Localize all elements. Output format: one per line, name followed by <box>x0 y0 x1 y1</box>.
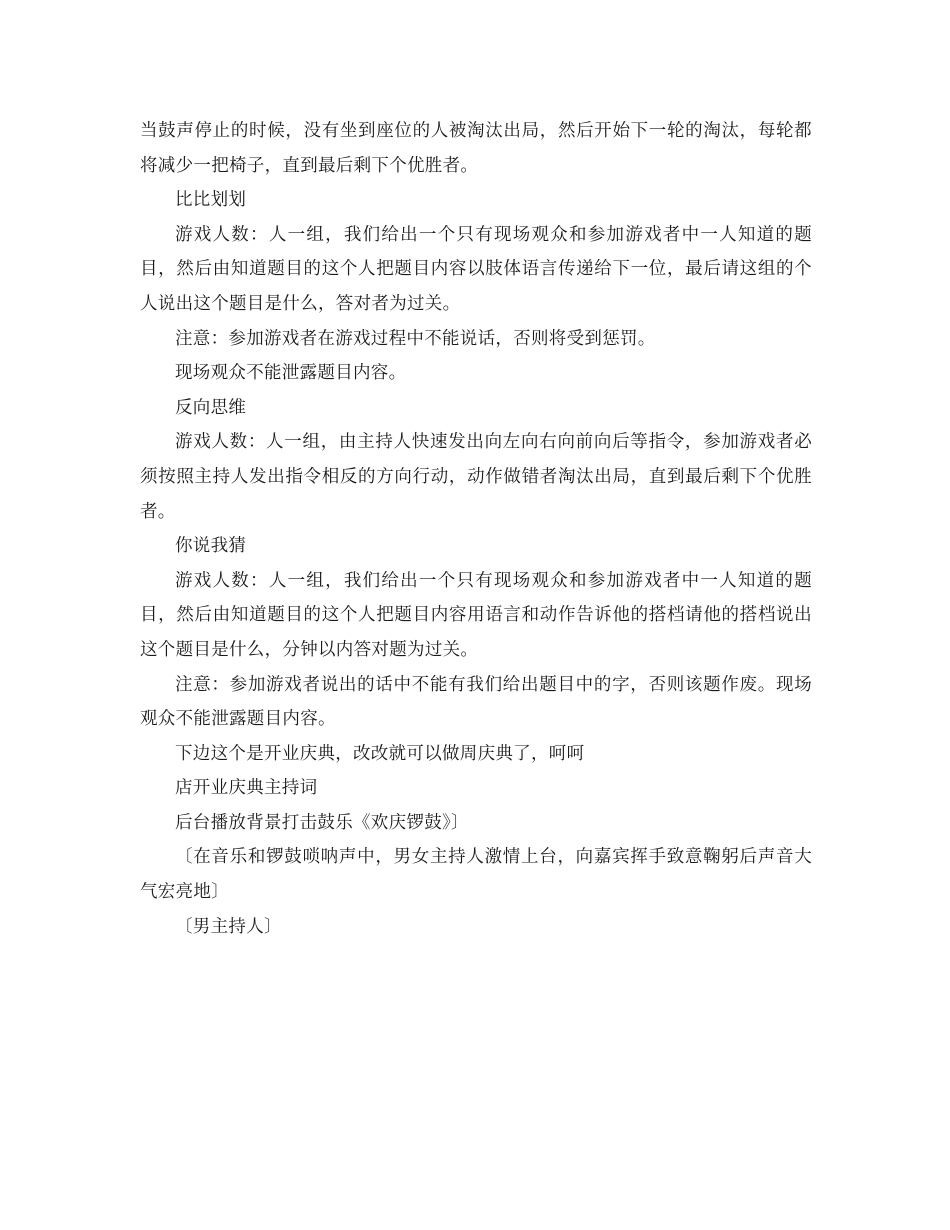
section-heading-kaiye: 店开业庆典主持词 <box>175 778 318 799</box>
paragraph-13: 后台播放背景打击鼓乐《欢庆锣鼓》〕 <box>175 812 469 833</box>
paragraph-7: 游戏人数：人一组，由主持人快速发出向左向右向前向后等指令，参加游戏者必须按照主持人发出指令相反的方向行动，动作做错者淘汰出局，直到最后剩下个优胜者。 <box>140 432 812 522</box>
section-heading-bibihuahua: 比比划划 <box>175 190 247 211</box>
paragraph-1: 当鼓声停止的时候，没有坐到座位的人被淘汰出局，然后开始下一轮的淘汰，每轮都将减少一把椅子，直到最后剩下个优胜者。 <box>140 121 812 176</box>
paragraph-15: 〔男主持人〕 <box>175 916 282 937</box>
paragraph-5: 现场观众不能泄露题目内容。 <box>175 363 407 384</box>
paragraph-3: 游戏人数：人一组，我们给出一个只有现场观众和参加游戏者中一人知道的题目，然后由知道题目的这个人把题目内容以肢体语言传递给下一位，最后请这组的个人说出这个题目是什么，答对者为过关。 <box>140 224 812 314</box>
document-body <box>140 114 812 944</box>
paragraph-9: 游戏人数：人一组，我们给出一个只有现场观众和参加游戏者中一人知道的题目，然后由知道题目的这个人把题目内容用语言和动作告诉他的搭档请他的搭档说出这个题目是什么，分钟以内答对题为过关。 <box>140 570 812 660</box>
paragraph-4: 注意：参加游戏者在游戏过程中不能说话，否则将受到惩罚。 <box>175 328 656 349</box>
section-heading-fanxiangsiwei: 反向思维 <box>175 397 247 418</box>
section-heading-nishuowocai: 你说我猜 <box>175 536 247 557</box>
paragraph-14: 〔在音乐和锣鼓唢呐声中，男女主持人激情上台，向嘉宾挥手致意鞠躬后声音大气宏亮地〕 <box>140 847 812 903</box>
paragraph-10: 注意：参加游戏者说出的话中不能有我们给出题目中的字，否则该题作废。现场观众不能泄露题目内容。 <box>140 674 812 730</box>
paragraph-11: 下边这个是开业庆典，改改就可以做周庆典了，呵呵 <box>175 743 585 764</box>
